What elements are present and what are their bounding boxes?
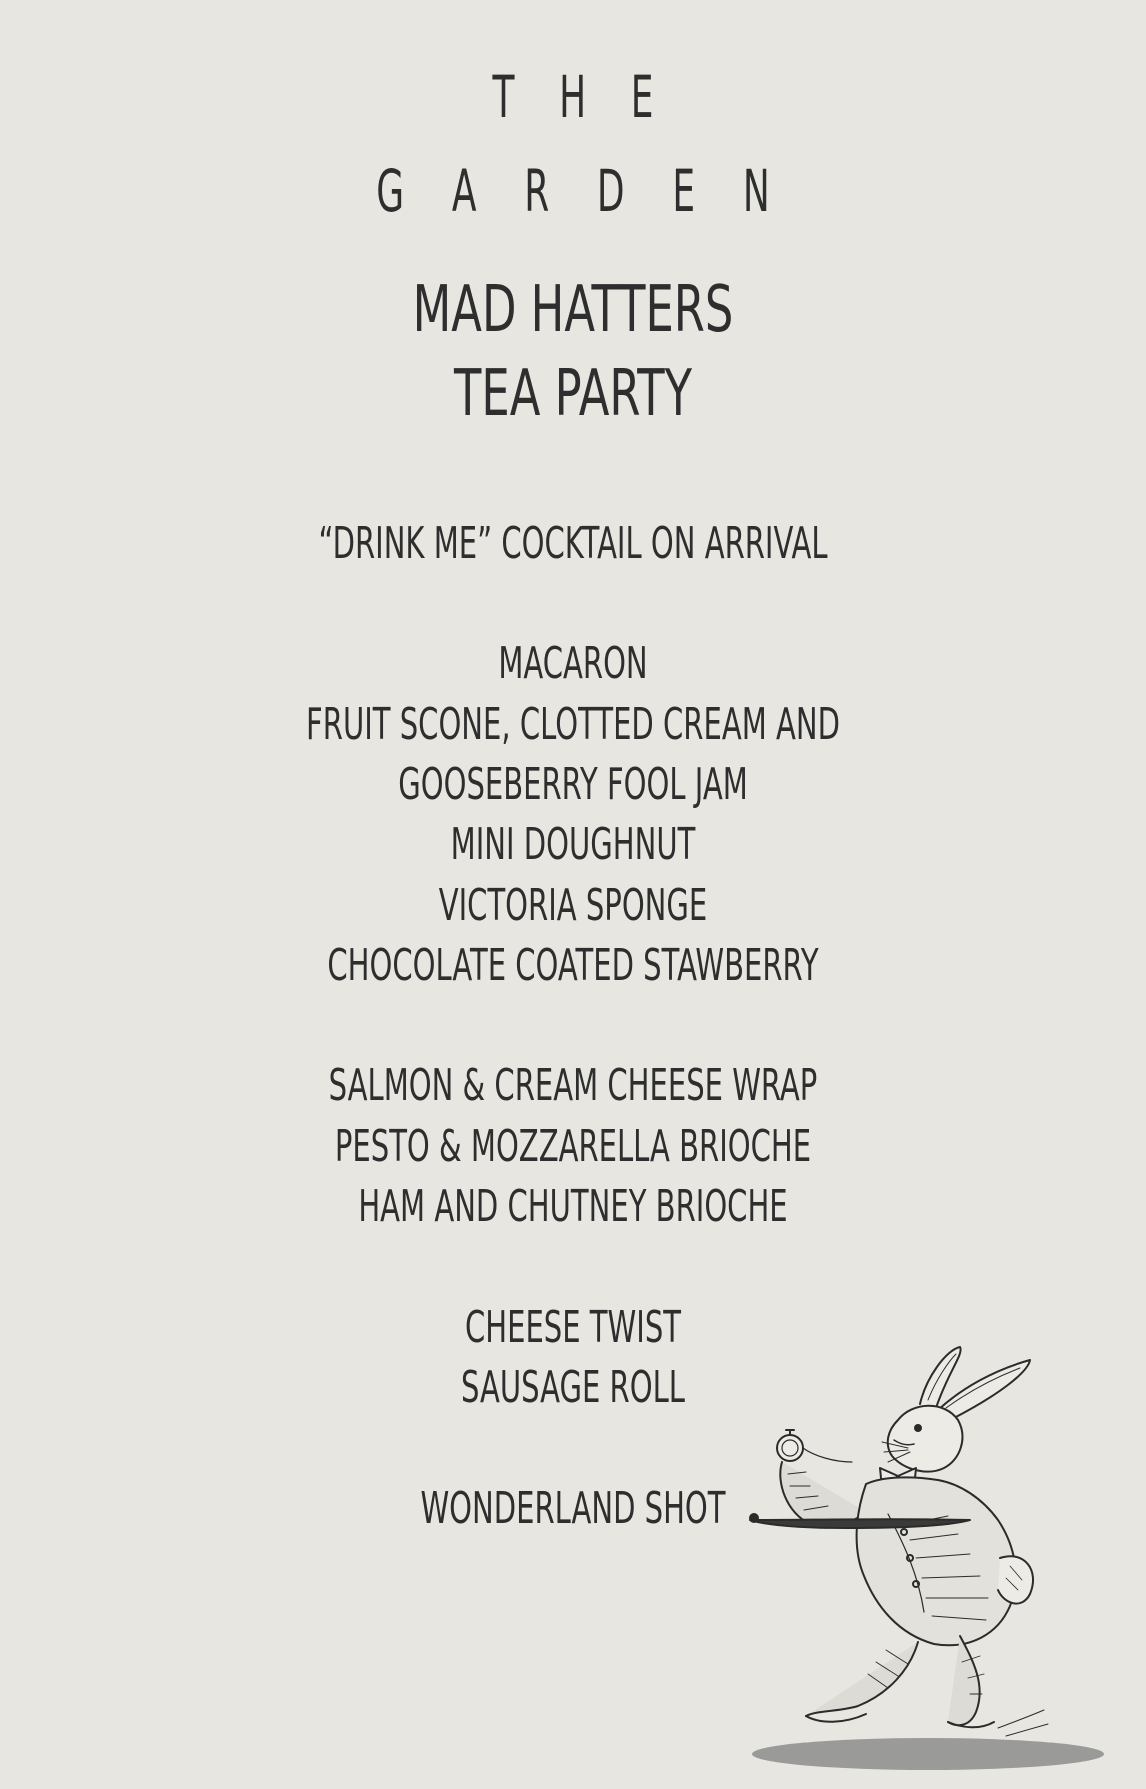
menu-item-sausage-roll: SAUSAGE ROLL — [461, 1362, 685, 1413]
rabbit-jacket — [857, 1477, 1016, 1645]
pocket-watch — [777, 1435, 803, 1461]
menu-item-chocolate-strawberry: CHOCOLATE COATED STAWBERRY — [327, 940, 819, 991]
menu-item-wonderland-shot: WONDERLAND SHOT — [420, 1483, 726, 1534]
menu-item-ham-brioche: HAM AND CHUTNEY BRIOCHE — [358, 1181, 788, 1232]
menu-item-fruit-scone: FRUIT SCONE, CLOTTED CREAM AND — [306, 699, 840, 750]
brand-line-the: THE — [492, 63, 699, 131]
menu-item-macaron: MACARON — [498, 638, 648, 689]
menu-item-cheese-twist: CHEESE TWIST — [464, 1302, 682, 1353]
menu-item-pesto-brioche: PESTO & MOZZARELLA BRIOCHE — [334, 1121, 812, 1172]
menu-title-line-1: MAD HATTERS — [412, 273, 734, 347]
menu-item-victoria-sponge: VICTORIA SPONGE — [438, 880, 708, 931]
menu-item-mini-doughnut: MINI DOUGHNUT — [450, 819, 696, 870]
rabbit-head — [888, 1406, 963, 1472]
rabbit-arm-raised — [780, 1462, 866, 1528]
ground-shadow — [752, 1738, 1104, 1770]
menu-title-line-2: TEA PARTY — [454, 357, 692, 431]
white-rabbit-illustration — [748, 1344, 1108, 1774]
rabbit-leg-front — [806, 1642, 918, 1716]
brand-line-garden: GARDEN — [376, 157, 818, 225]
menu-item-gooseberry-jam: GOOSEBERRY FOOL JAM — [398, 759, 748, 810]
rabbit-tail — [998, 1556, 1033, 1603]
arrival-cocktail: “DRINK ME” COCKTAIL ON ARRIVAL — [318, 518, 828, 569]
menu-item-salmon-wrap: SALMON & CREAM CHEESE WRAP — [328, 1060, 818, 1111]
rabbit-leg-back — [948, 1636, 980, 1725]
